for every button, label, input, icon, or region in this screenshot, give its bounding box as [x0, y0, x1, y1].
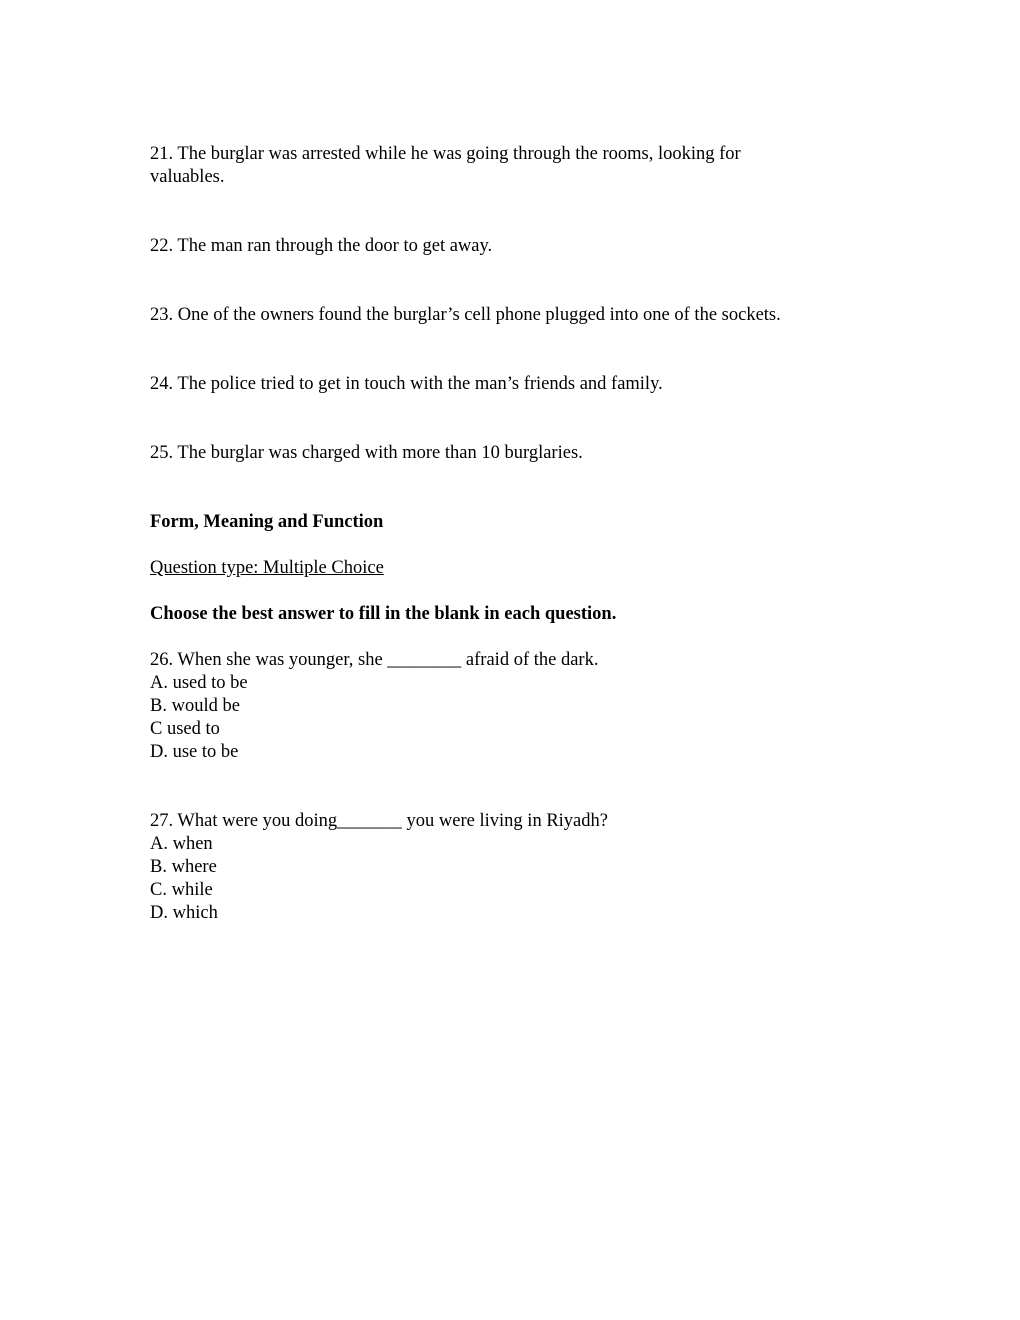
question-26-option-d: D. use to be: [150, 742, 239, 762]
question-27-option-c: C. while: [150, 880, 213, 900]
question-26-option-b: B. would be: [150, 696, 240, 716]
section-heading: Form, Meaning and Function: [150, 512, 384, 532]
statement-25: 25. The burglar was charged with more than 10 burglaries.: [150, 443, 583, 463]
question-26-prompt: 26. When she was younger, she ________ afraid of the dark.: [150, 650, 599, 670]
statement-21-line-1: 21. The burglar was arrested while he was going through the rooms, looking for: [150, 144, 741, 164]
question-26-option-a: A. used to be: [150, 673, 248, 693]
statement-22: 22. The man ran through the door to get away.: [150, 236, 493, 256]
statement-24: 24. The police tried to get in touch with the man’s friends and family.: [150, 374, 663, 394]
question-27-option-d: D. which: [150, 903, 218, 923]
question-27-prompt: 27. What were you doing_______ you were living in Riyadh?: [150, 811, 608, 831]
question-type-label: Question type: Multiple Choice: [150, 558, 384, 578]
instruction: Choose the best answer to fill in the blank in each question.: [150, 604, 617, 624]
statement-23: 23. One of the owners found the burglar’s cell phone plugged into one of the sockets.: [150, 305, 781, 325]
question-27-option-a: A. when: [150, 834, 213, 854]
question-26-option-c: C used to: [150, 719, 220, 739]
statement-21-line-2: valuables.: [150, 167, 225, 187]
question-27-option-b: B. where: [150, 857, 217, 877]
